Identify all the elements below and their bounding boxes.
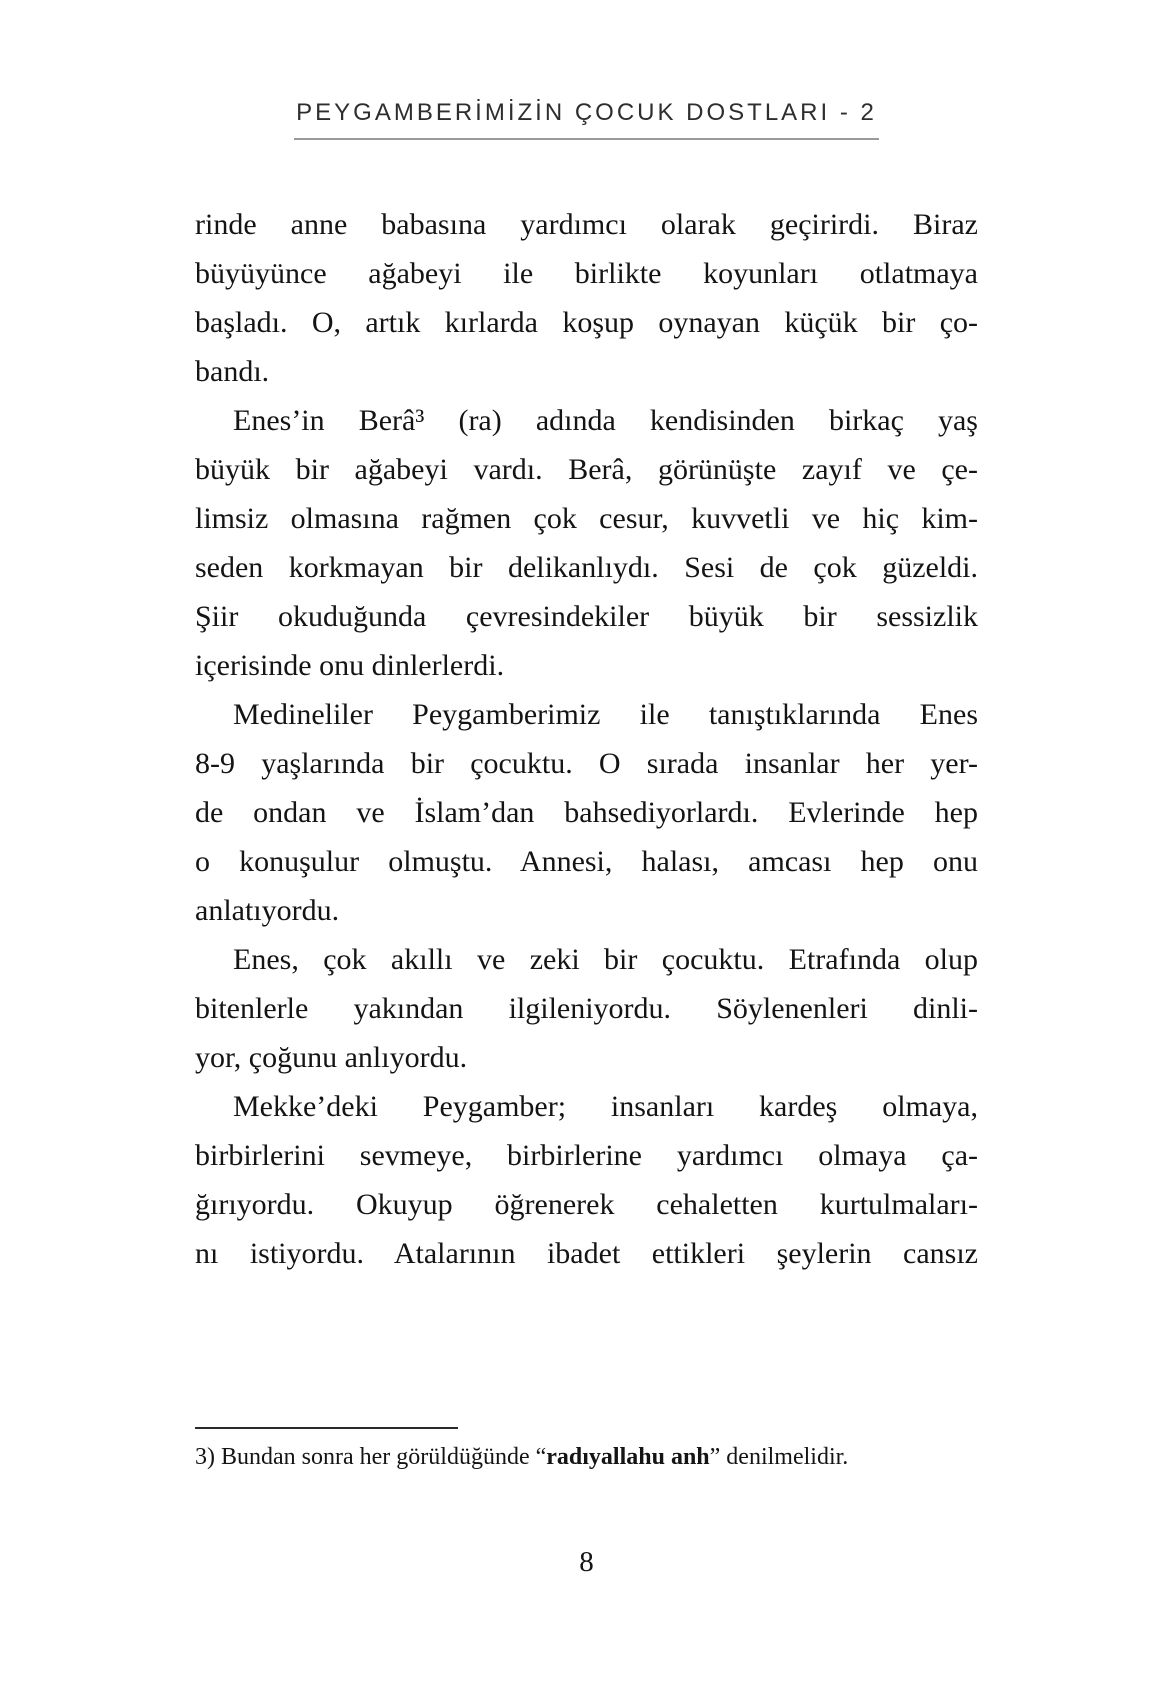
text-line: seden korkmayan bir delikanlıydı. Sesi de çok güzeldi.	[195, 551, 978, 584]
text-line: Şiir okuduğunda çevresindekiler büyük bir sessizlik	[195, 600, 978, 633]
text-line: 8-9 yaşlarında bir çocuktu. O sırada insanlar her yer-	[195, 747, 978, 780]
text-line: bandı.	[195, 355, 270, 388]
text-line: Enes, çok akıllı ve zeki bir çocuktu. Etrafında olup	[233, 943, 978, 976]
chapter-title: PEYGAMBERİMİZİN ÇOCUK DOSTLARI - 2	[294, 99, 879, 140]
page-number: 8	[579, 1546, 594, 1578]
text-line: anlatıyordu.	[195, 894, 340, 927]
text-line: içerisinde onu dinlerlerdi.	[195, 649, 505, 682]
text-line: o konuşulur olmuştu. Annesi, halası, amcası hep onu	[195, 845, 978, 878]
text-line: yor, çoğunu anlıyordu.	[195, 1041, 468, 1074]
text-line: Medineliler Peygamberimiz ile tanıştıklarında Enes	[233, 698, 978, 731]
text-line: limsiz olmasına rağmen çok cesur, kuvvetli ve hiç kim-	[195, 502, 978, 535]
footnote-rule	[195, 1427, 458, 1429]
footnote-text	[195, 1441, 978, 1473]
text-line: bitenlerle yakından ilgileniyordu. Söylenenleri dinli-	[195, 992, 978, 1025]
footnote-segment: 3) Bundan sonra her görüldüğünde “	[195, 1444, 547, 1470]
text-line: birbirlerini sevmeye, birbirlerine yardımcı olmaya ça-	[195, 1139, 978, 1172]
text-line: nı istiyordu. Atalarının ibadet ettikleri şeylerin cansız	[195, 1237, 978, 1270]
text-line: de ondan ve İslam’dan bahsediyorlardı. Evlerinde hep	[195, 796, 978, 829]
text-line: Enes’in Berâ³ (ra) adında kendisinden birkaç yaş	[233, 404, 978, 437]
text-line: büyüyünce ağabeyi ile birlikte koyunları otlatmaya	[195, 257, 978, 290]
footnote	[195, 1427, 978, 1473]
text-line: ğırıyordu. Okuyup öğrenerek cehaletten kurtulmaları-	[195, 1188, 978, 1221]
text-line: başladı. O, artık kırlarda koşup oynayan küçük bir ço-	[195, 306, 978, 339]
body-text	[195, 200, 978, 1278]
footnote-segment: ” denilmelidir.	[709, 1444, 849, 1470]
footnote-bold-phrase: radıyallahu anh	[546, 1444, 710, 1470]
text-line: büyük bir ağabeyi vardı. Berâ, görünüşte zayıf ve çe-	[195, 453, 978, 486]
page-header	[195, 99, 978, 140]
text-line: Mekke’deki Peygamber; insanları kardeş olmaya,	[233, 1090, 978, 1123]
text-line: rinde anne babasına yardımcı olarak geçirirdi. Biraz	[195, 208, 978, 241]
